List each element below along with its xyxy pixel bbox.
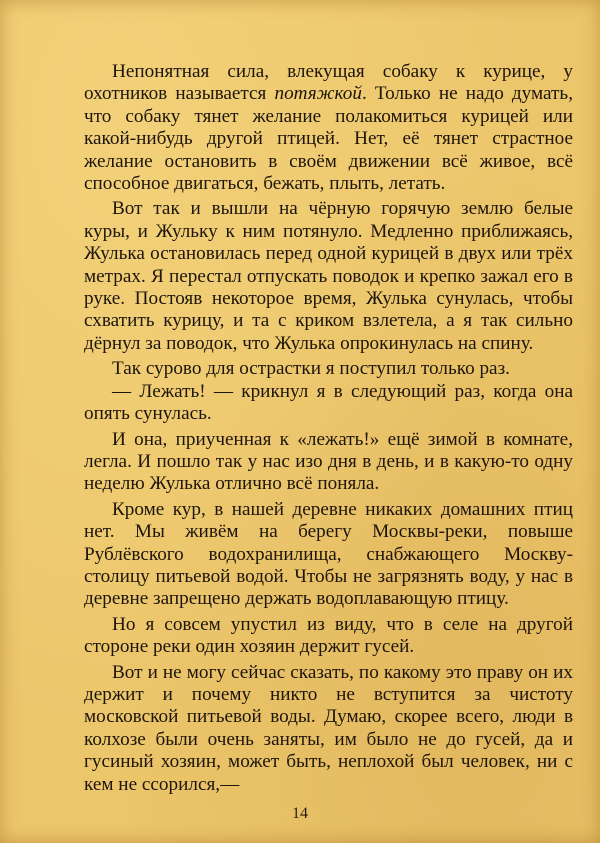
italic-term-potyazhka: потяжкой — [274, 83, 362, 105]
paragraph-5-text: И она, приученная к «лежать!» ещё зимой в комнате, легла. И пошло так у нас изо дня в день, и в какую-то одну неделю Жулька отлично всё поняла. — [84, 428, 573, 495]
paragraph-3 — [84, 358, 573, 380]
paragraph-6 — [84, 499, 573, 611]
book-text — [84, 61, 573, 796]
paragraph-1-part-3: . Только не надо думать, что собаку тянет желание полакомиться курицей или какой-нибудь другой птицей. Нет, её тянет страстное желание остановить в своём движении всё живое, всё способное двигаться, бежать, плыть, летать. — [84, 83, 573, 195]
paragraph-3-text: Так сурово для острастки я поступил только раз. — [112, 358, 510, 380]
paragraph-1 — [84, 61, 573, 195]
paragraph-4-text: — Лежать! — крикнул я в следующий раз, когда она опять сунулась. — [84, 380, 573, 425]
paragraph-6-text: Кроме кур, в нашей деревне никаких домашних птиц нет. Мы живём на берегу Москвы-реки, повыше Рублёвского водохранилища, снабжающего Москву-столицу питьевой водой. Чтобы не загрязнять воду, у нас в деревне запрещено держать водоплавающую птицу. — [84, 498, 573, 610]
paragraph-2-text: Вот так и вышли на чёрную горячую землю белые куры, и Жульку к ним потянуло. Медленно приближаясь, Жулька остановилась перед одной курицей в двух или трёх метрах. Я перестал отпускать поводок и крепко зажал его в руке. Постояв некоторое время, Жулька сунулась, чтобы схватить курицу, и та с криком взлетела, а я так сильно дёрнул за поводок, что Жулька опрокинулась на спину. — [84, 198, 573, 354]
paragraph-1-part-1: Непонятная сила, влекущая собаку к курице, у охотников называется — [84, 61, 573, 105]
paragraph-2 — [84, 198, 573, 355]
paragraph-8 — [84, 662, 573, 796]
page-number: 14 — [292, 805, 308, 822]
paragraph-7-text: Но я совсем упустил из виду, что в селе на другой стороне реки один хозяин держит гусей. — [84, 613, 573, 658]
paragraph-7 — [84, 614, 573, 659]
paragraph-8-text: Вот и не могу сейчас сказать, по какому это праву он их держит и почему никто не вступится за чистоту московской питьевой воды. Думаю, скорее всего, люди в колхозе были очень заняты, им было не до гусей, да и гусиный хозяин, может быть, неплохой был человек, ни с кем не ссорился,— — [84, 661, 573, 795]
paragraph-5 — [84, 429, 573, 496]
paragraph-4 — [84, 381, 573, 426]
